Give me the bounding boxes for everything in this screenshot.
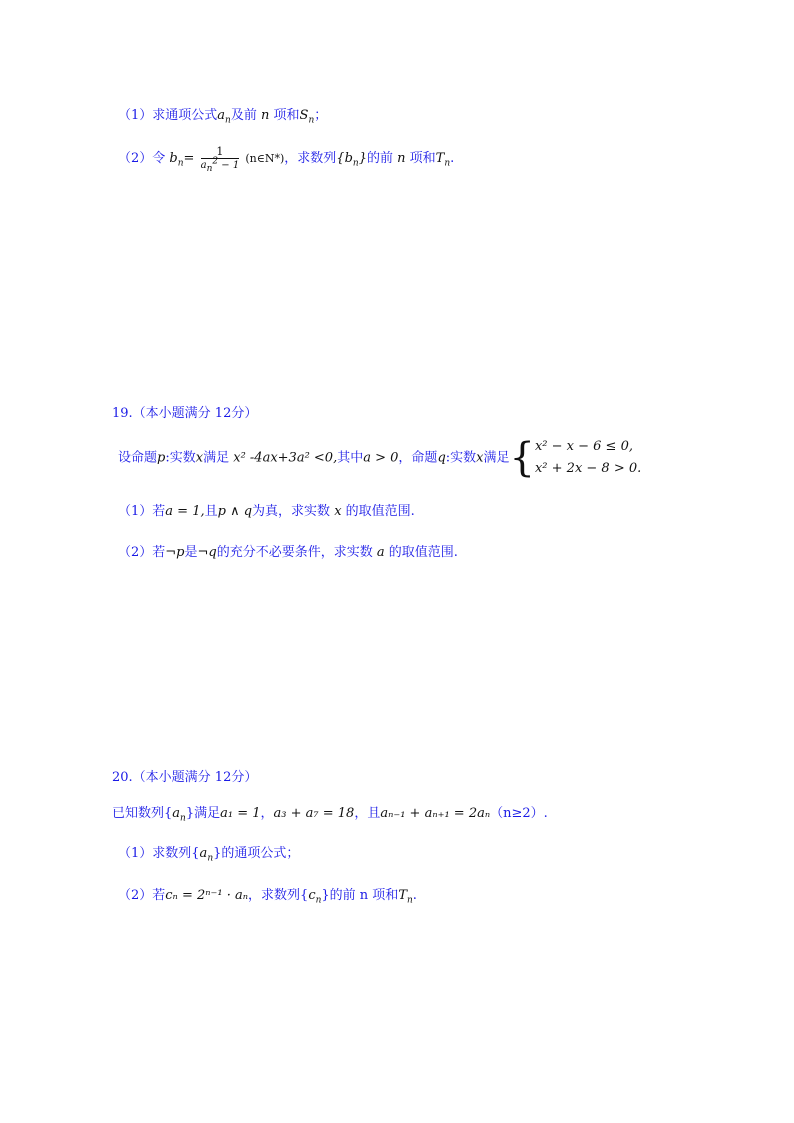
q19-stem [118,436,641,481]
q18-part2: （2）令 $b_n=$ $\frac{1}{a_n^2 - 1}$ (n∈N*)，求数列$\{b_n\}$的前 n 项和$T_n$. [118,145,455,174]
q18-part2-suffix: 项和 [409,151,436,166]
q19-part1-mid: 且 [204,504,218,519]
q20-part2-expr: cₙ = 2ⁿ⁻¹ · aₙ [165,888,249,903]
q19-part1-text: 为真，求实数 [252,504,331,519]
q19-part1-suffix: 的取值范围. [345,504,415,519]
q19-part2-expr2: ¬q [197,545,217,560]
q20-part1-prefix: （1）求数列{ [118,846,200,861]
x-symbol-3: x [330,504,346,519]
q18-part1-end: ； [314,108,328,123]
q19-cond-a: a > 0 [363,450,399,466]
q-symbol: q [437,450,446,466]
bn-fraction-num: 1 [201,145,240,159]
q20-stem-g: aₙ₋₁ + aₙ₊₁ = 2aₙ [380,806,491,821]
q19-part2-mid: 是 [184,545,198,560]
q18-part2-n: n [397,151,406,166]
q19-part1-expr: p ∧ q [217,504,253,519]
q18-part1-suffix: 项和 [273,108,300,123]
q19-stem-b: :实数 [165,450,196,466]
q20-header: 20.（本小题满分 12分） [112,770,258,785]
cn-symbol: $c_n$ [308,888,322,906]
q20-part2-end: . [412,888,417,903]
q20-part2-prefix: （2）若 [118,888,166,903]
q19-header: 19.（本小题满分 12分） [112,406,258,421]
q19-stem-d: 其中 [337,450,364,466]
sys-line-1: x² − x − 6 ≤ 0, [534,439,633,454]
q19-stem-f: :实数 [445,450,477,466]
q19-ineq-p: x² -4ax+3a² <0, [233,450,338,466]
q18-part2-text: ，求数列 [284,151,337,166]
tn-symbol: $T_n$ [435,151,451,169]
q19-part2-prefix: （2）若 [118,545,166,560]
q19-part2 [118,545,458,561]
q18-part2-cond: (n∈N*) [245,152,285,165]
q18-part2-prefix: （2）令 [118,151,166,166]
p-symbol: p [157,450,166,466]
q19-part2-expr1: ¬p [165,545,185,560]
sn-symbol: $S_n$ [299,108,315,126]
q20-stem-d: ， [260,806,274,821]
q20-part2 [118,888,417,904]
q20-stem-e: a₃ + a₇ = 18 [273,806,355,821]
q19-part1-prefix: （1）若 [118,504,166,519]
q19-stem-a: 设命题 [118,450,158,466]
q18-part2-end: . [450,151,455,166]
an-symbol-2: $a_n$ [172,806,186,824]
q18-part1-n: n [261,108,270,123]
q19-stem-c: 满足 [203,450,230,466]
q20-part2-mid: ，求数列{ [248,888,309,903]
a-symbol: a [372,545,389,560]
inequality-system [535,436,641,480]
an-symbol-3: $a_n$ [199,846,214,864]
q18-part2-mid: 的前 [366,151,393,166]
bn-fraction [201,145,240,172]
x-symbol: x [195,450,204,466]
q20-part1-suffix: }的通项公式； [213,846,300,861]
x-symbol-2: x [476,450,484,466]
q18-part1 [118,108,327,124]
bn-symbol: $b_n$ [169,151,184,169]
q20-part2-suffix: }的前 n 项和 [321,888,399,903]
q20-part1 [118,846,299,862]
q19-stem-e: ，命题 [398,450,438,466]
q19-part1-cond: a = 1, [165,504,205,519]
tn-symbol-2: $T_n$ [398,888,413,906]
q19-part1 [118,504,415,520]
sys-line-2: x² + 2x − 8 > 0. [534,461,642,476]
q19-part2-suffix: 的取值范围. [388,545,458,560]
q18-part1-prefix: （1）求通项公式 [118,108,218,123]
q20-stem-a: 已知数列{ [112,806,173,821]
bn-set-symbol: $\{b_n\}$ [336,151,367,169]
an-symbol: $a_n$ [217,108,231,126]
q20-stem-f: ，且 [354,806,381,821]
q20-stem [112,806,548,822]
q20-stem-h: （n≥2）. [490,806,548,821]
q18-part1-mid: 及前 [230,108,257,123]
bn-fraction-den: $a_n^2 - 1$ [200,156,240,174]
q20-stem-b: }满足 [185,806,221,821]
q19-part2-text: 的充分不必要条件，求实数 [216,545,373,560]
q19-stem-g: 满足 [483,450,510,466]
system-brace: { [509,435,535,481]
q20-stem-c: a₁ = 1 [220,806,261,821]
